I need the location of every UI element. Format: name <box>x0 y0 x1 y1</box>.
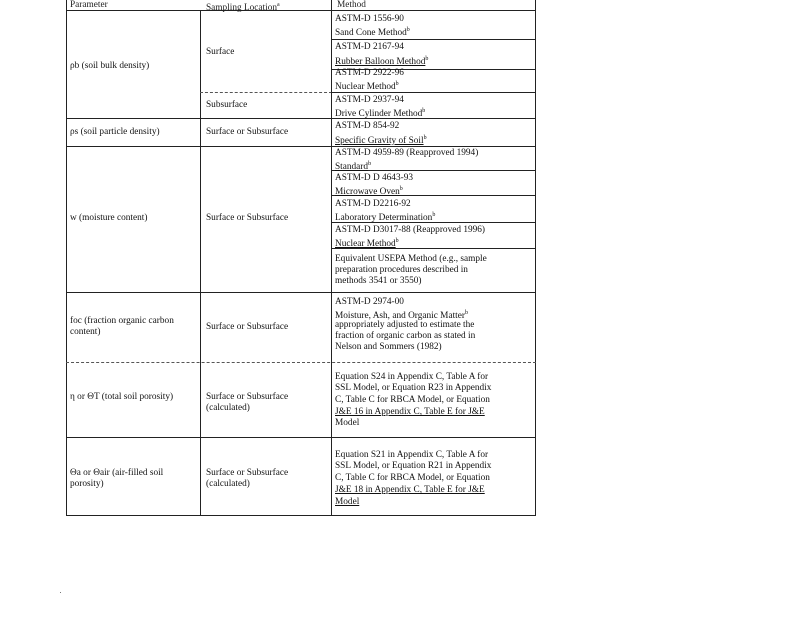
method-eq-s24-line2: SSL Model, or Equation R23 in Appendix <box>335 383 492 393</box>
row2-location: Surface or Subsurface <box>206 127 289 137</box>
row1-location-subsurface: Subsurface <box>206 100 248 110</box>
row5-parameter: η or ΘT (total soil porosity) <box>70 392 174 402</box>
rule-row4-end <box>66 362 536 363</box>
method-eq-s24-line4: J&E 16 in Appendix C, Table E for J&E <box>335 407 485 417</box>
rule-row5-end <box>66 437 536 438</box>
method-sand-cone: Sand Cone Method$^b$ <box>335 27 410 39</box>
method-astm-2167: ASTM-D 2167-94 <box>335 42 404 52</box>
method-moisture-ash: Moisture, Ash, and Organic Matter$^b$ <box>335 310 468 322</box>
method-astm-2974: ASTM-D 2974-00 <box>335 297 404 307</box>
header-method: Method <box>337 0 366 10</box>
method-eq-s21-line5: Model <box>335 497 360 507</box>
column-divider-1 <box>200 10 201 515</box>
header-rule <box>66 10 536 11</box>
method-astm-2216: ASTM-D D2216-92 <box>335 199 411 209</box>
method-usepa-line1: Equivalent USEPA Method (e.g., sample <box>335 254 487 264</box>
method-nuclear-1: Nuclear Method$^b$ <box>335 81 399 93</box>
rule-row2-end <box>66 146 536 147</box>
method-astm-2922: ASTM-D 2922-96 <box>335 68 404 78</box>
method-eq-s24-line5: Model <box>335 418 360 428</box>
scan-speck <box>60 592 61 593</box>
method-eq-s21-line2: SSL Model, or Equation R21 in Appendix <box>335 461 492 471</box>
row2-parameter: ρs (soil particle density) <box>70 127 160 137</box>
method-astm-2937: ASTM-D 2937-94 <box>335 95 404 105</box>
header-sampling-location: Sampling Location$^a$ <box>206 2 280 14</box>
method-rubber-balloon: Rubber Balloon Method$^b$ <box>335 56 429 68</box>
method-usepa-line3: methods 3541 or 3550) <box>335 276 422 286</box>
method-eq-s24-line3: C, Table C for RBCA Model, or Equation <box>335 395 490 405</box>
table-bottom-border <box>66 515 536 516</box>
rule-row1-end <box>66 118 536 119</box>
method-usepa-line2: preparation procedures described in <box>335 265 468 275</box>
method-eq-s21-line1: Equation S21 in Appendix C, Table A for <box>335 450 489 460</box>
method-astm-4959: ASTM-D 4959-89 (Reapproved 1994) <box>335 148 479 158</box>
rule-m1 <box>331 39 536 40</box>
method-astm-854: ASTM-D 854-92 <box>335 121 400 131</box>
method-astm-1556: ASTM-D 1556-90 <box>335 14 404 24</box>
row4-parameter: foc (fraction organic carbon content) <box>70 316 174 337</box>
header-parameter: Parameter <box>70 0 108 10</box>
method-foc-line5: Nelson and Sommers (1982) <box>335 342 442 352</box>
method-nuclear-2: Nuclear Method$^b$ <box>335 238 399 250</box>
method-standard: Standard$^b$ <box>335 161 372 173</box>
method-astm-4643: ASTM-D D 4643-93 <box>335 173 413 183</box>
method-foc-line3: appropriately adjusted to estimate the <box>335 320 475 330</box>
method-eq-s21-line3: C, Table C for RBCA Model, or Equation <box>335 473 490 483</box>
row6-parameter: Θa or Θair (air-filled soil porosity) <box>70 468 164 489</box>
method-specific-gravity: Specific Gravity of Soil$^b$ <box>335 135 427 147</box>
rule-loc-sub <box>200 92 332 93</box>
row1-location-surface: Surface <box>206 47 235 57</box>
method-eq-s24-line1: Equation S24 in Appendix C, Table A for <box>335 372 489 382</box>
row3-location: Surface or Subsurface <box>206 213 289 223</box>
method-lab-determination: Laboratory Determination$^b$ <box>335 212 436 224</box>
method-astm-3017: ASTM-D D3017-88 (Reapproved 1996) <box>335 225 486 235</box>
row1-parameter: ρb (soil bulk density) <box>70 61 150 71</box>
row3-parameter: w (moisture content) <box>70 213 148 223</box>
row4-location: Surface or Subsurface <box>206 322 289 332</box>
method-eq-s21-line4: J&E 18 in Appendix C, Table E for J&E <box>335 485 485 495</box>
method-drive-cylinder: Drive Cylinder Method$^b$ <box>335 108 426 120</box>
row6-location: Surface or Subsurface (calculated) <box>206 468 289 489</box>
row5-location: Surface or Subsurface (calculated) <box>206 392 289 413</box>
method-foc-line4: fraction of organic carbon as stated in <box>335 331 476 341</box>
rule-row3-end <box>66 292 536 293</box>
method-microwave: Microwave Oven$^b$ <box>335 186 403 198</box>
